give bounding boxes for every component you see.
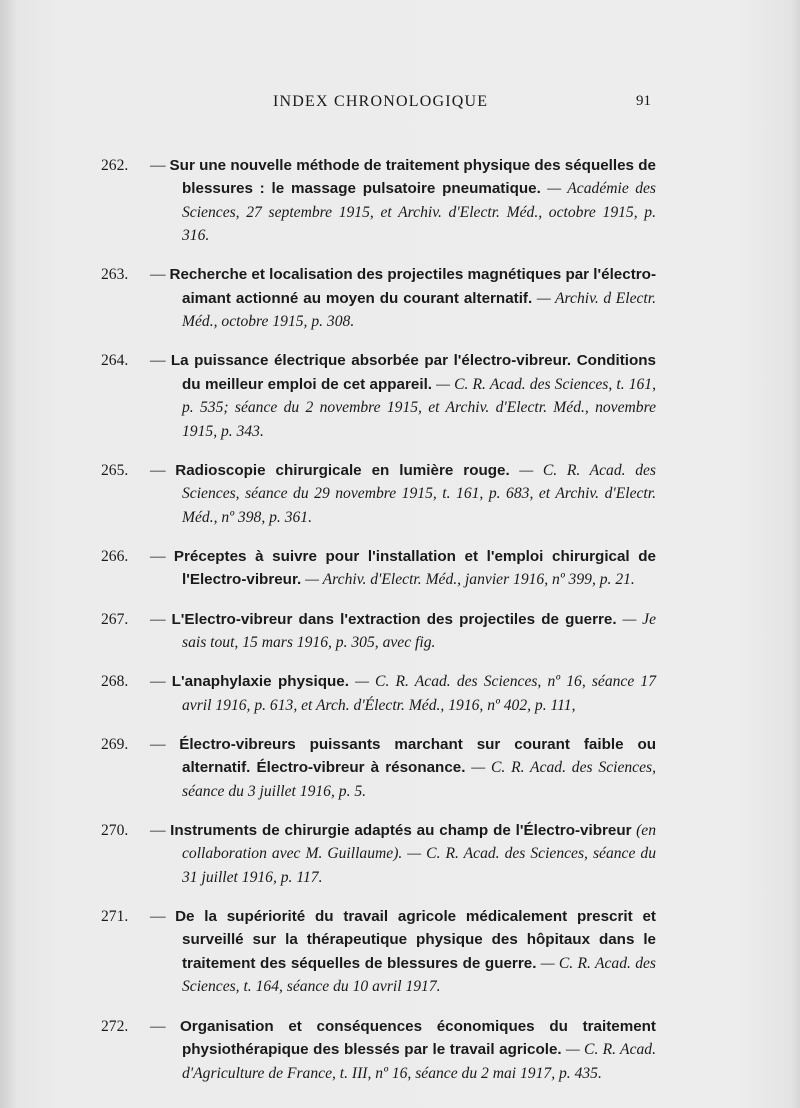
entry-number: 267. bbox=[101, 610, 129, 628]
entry-reference: — Archiv. d'Electr. Méd., janvier 1916, nº 399, p. 21. bbox=[305, 571, 635, 589]
entry-number: 269. bbox=[101, 735, 129, 753]
entry-reference: — C. R. Acad. des Sciences, séance du 3 juillet 1916, p. 5. bbox=[182, 759, 656, 800]
entry-number: 265. bbox=[101, 461, 129, 479]
page-header bbox=[0, 93, 800, 115]
entry-number: 271. bbox=[101, 907, 129, 925]
entry-number: 270. bbox=[101, 821, 129, 839]
entry-dash: — bbox=[150, 821, 166, 839]
entry-title: Organisation et conséquences économiques du traitement physiothérapique des blessés par le travail agricole. bbox=[179, 1017, 656, 1059]
entry-title: La puissance électrique absorbée par l'électro-vibreur. Conditions du meilleur emploi de cet appareil. bbox=[170, 352, 656, 393]
bibliography-entry-267 bbox=[101, 608, 656, 655]
entry-reference: (en collaboration avec M. Guillaume). — C. R. Acad. des Sciences, séance du 31 juillet 1916, p. 117. bbox=[182, 821, 657, 886]
bibliography-entry-272 bbox=[101, 1015, 656, 1086]
page-number: 91 bbox=[636, 93, 651, 109]
entry-dash: — bbox=[150, 156, 166, 174]
entry-title: Recherche et localisation des projectiles magnétiques par l'électro-aimant actionné au moyen du courant alternatif. bbox=[169, 266, 656, 307]
entry-title: De la supériorité du travail agricole médicalement prescrit et surveillé sur la thérapeutique physique des hôpitaux dans le traitement des séquelles de blessures de guerre. bbox=[175, 907, 656, 972]
bibliography-list bbox=[101, 138, 656, 1096]
entry-number: 263. bbox=[101, 266, 129, 284]
entry-reference: — Académie des Sciences, 27 septembre 1915, et Archiv. d'Electr. Méd., octobre 1915, p. 316. bbox=[182, 180, 656, 245]
entry-reference: — C. R. Acad. d'Agriculture de France, t. III, nº 16, séance du 2 mai 1917, p. 435. bbox=[182, 1041, 656, 1082]
running-title: INDEX CHRONOLOGIQUE bbox=[273, 93, 489, 110]
entry-dash: — bbox=[150, 547, 166, 565]
entry-title: Électro-vibreurs puissants marchant sur courant faible ou alternatif. Électro-vibreur à résonance. bbox=[179, 735, 657, 777]
bibliography-entry-270 bbox=[101, 819, 656, 890]
bibliography-entry-264 bbox=[101, 349, 656, 443]
entry-number: 266. bbox=[101, 547, 129, 565]
entry-title: Préceptes à suivre pour l'installation et l'emploi chirurgical de l'Electro-vibreur. bbox=[173, 547, 656, 589]
entry-dash: — bbox=[150, 673, 166, 691]
bibliography-entry-263 bbox=[101, 263, 656, 334]
entry-dash: — bbox=[150, 266, 166, 284]
entry-dash: — bbox=[150, 1017, 166, 1035]
entry-dash: — bbox=[150, 461, 166, 479]
entry-title: L'Electro-vibreur dans l'extraction des projectiles de guerre. bbox=[171, 610, 617, 628]
entry-dash: — bbox=[150, 352, 166, 370]
entry-reference: — C. R. Acad. des Sciences, séance du 29 novembre 1915, t. 161, p. 683, et Archiv. d'Electr. Méd., nº 398, p. 361. bbox=[182, 461, 656, 526]
bibliography-entry-265 bbox=[101, 459, 656, 530]
entry-number: 268. bbox=[101, 673, 129, 691]
entry-title: Radioscopie chirurgicale en lumière rouge. bbox=[175, 461, 510, 479]
bibliography-entry-266 bbox=[101, 545, 656, 592]
entry-reference: — C. R. Acad. des Sciences, nº 16, séance 17 avril 1916, p. 613, et Arch. d'Électr. Méd., 1916, nº 402, p. 111, bbox=[182, 673, 656, 714]
bibliography-entry-268 bbox=[101, 670, 656, 717]
entry-dash: — bbox=[150, 907, 166, 925]
entry-number: 262. bbox=[101, 156, 129, 174]
entry-reference: — C. R. Acad. des Sciences, t. 161, p. 535; séance du 2 novembre 1915, et Archiv. d'Electr. Méd., novembre 1915, p. 343. bbox=[182, 375, 656, 440]
entry-number: 264. bbox=[101, 352, 129, 370]
entry-dash: — bbox=[150, 610, 166, 628]
entry-number: 272. bbox=[101, 1017, 129, 1035]
bibliography-entry-269 bbox=[101, 733, 656, 804]
entry-title: Instruments de chirurgie adaptés au champ de l'Électro-vibreur bbox=[170, 821, 632, 839]
entry-title: Sur une nouvelle méthode de traitement physique des séquelles de blessures : le massage pulsatoire pneumatique. bbox=[169, 156, 656, 198]
bibliography-entry-271 bbox=[101, 905, 656, 999]
entry-reference: — Archiv. d Electr. Méd., octobre 1915, p. 308. bbox=[182, 289, 657, 331]
entry-dash: — bbox=[150, 735, 166, 753]
entry-reference: — C. R. Acad. des Sciences, t. 164, séance du 10 avril 1917. bbox=[182, 954, 656, 996]
entry-reference: — Je sais tout, 15 mars 1916, p. 305, avec fig. bbox=[182, 610, 657, 652]
entry-title: L'anaphylaxie physique. bbox=[171, 673, 349, 691]
bibliography-entry-262 bbox=[101, 154, 656, 248]
